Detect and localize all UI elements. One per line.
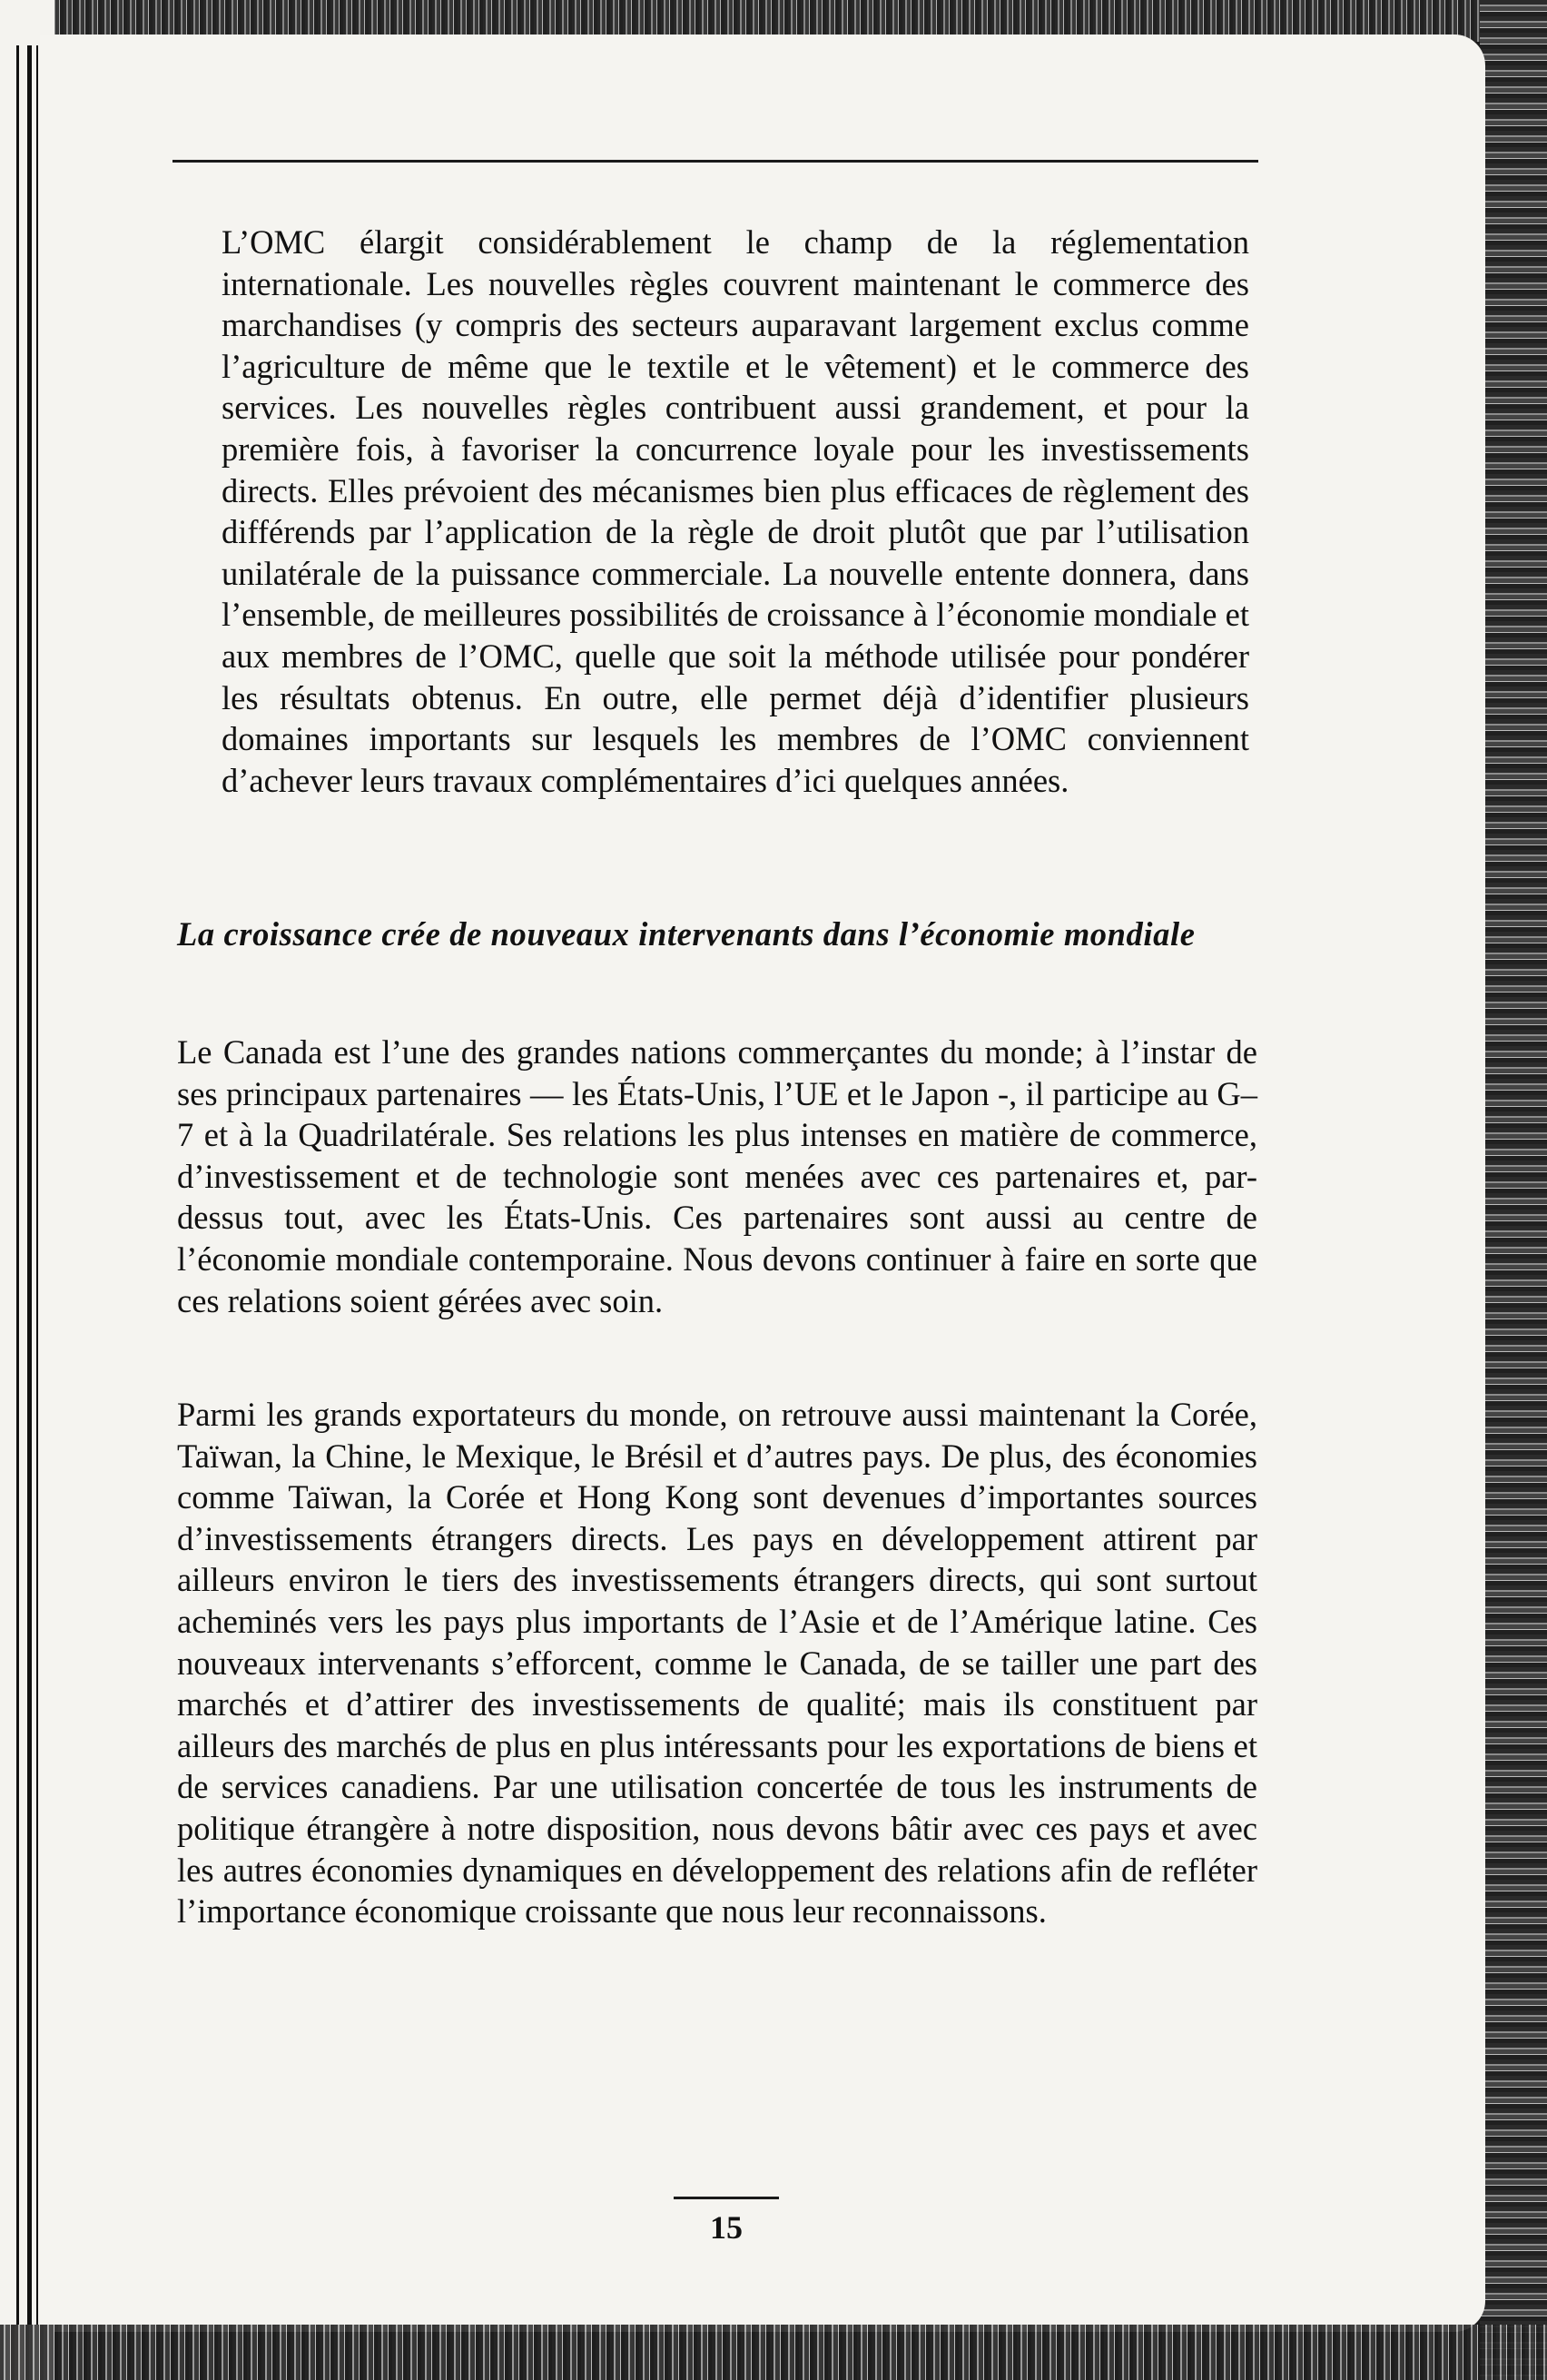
binding-line [36, 45, 38, 2325]
paragraph-canada: Le Canada est l’une des grandes nations commerçantes du monde; à l’instar de ses principaux partenaires — les États-Unis, l’UE et le Japon -, il participe au G–7 et à la Quadrilatérale. Ses relations les plus intenses en matière de commerce, d’investissement et de technologie sont menées avec ces partenaires et, par-dessus tout, avec les États-Unis. Ces partenaires sont aussi au centre de l’économie mondiale contemporaine. Nous devons continuer à faire en sorte que ces relations soient gérées avec soin. [177, 1033, 1257, 1319]
binding-line [27, 45, 32, 2325]
paragraph-omc: L’OMC élargit considérablement le champ de la réglementation internationale. Les nouvelles règles couvrent maintenant le commerce des marchandises (y compris des secteurs auparavant largement exclus comme l’agriculture de même que le textile et le vêtement) et le commerce des services. Les nouvelles règles contribuent aussi grandement, et pour la première fois, à favoriser la concurrence loyale pour les investissements directs. Elles prévoient des mécanismes bien plus efficaces de règlement des différends par l’application de la règle de droit plutôt que par l’utilisation unilatérale de la puissance commerciale. La nouvelle entente donnera, dans l’ensemble, de meilleures possibilités de croissance à l’économie mondiale et aux membres de l’OMC, quelle que soit la méthode utilisée pour pondérer les résultats obtenus. En outre, elle permet déjà d’identifier plusieurs domaines importants sur lesquels les membres de l’OMC conviennent d’achever leurs travaux complémentaires d’ici quelques années. [222, 223, 1249, 799]
header-rule [172, 160, 1258, 163]
footer-rule [674, 2197, 779, 2199]
scan-border-right [1480, 0, 1547, 2380]
binding-line [16, 45, 19, 2325]
scan-border-bottom [0, 2325, 1547, 2380]
section-heading: La croissance crée de nouveaux intervenants dans l’économie mondiale [177, 915, 1196, 953]
paragraph-exporters: Parmi les grands exportateurs du monde, on retrouve aussi maintenant la Corée, Taïwan, la Chine, le Mexique, le Brésil et d’autres pays. De plus, des économies comme Taïwan, la Corée et Hong Kong sont devenues d’importantes sources d’investissements étrangers directs. Les pays en développement attirent par ailleurs environ le tiers des investissements étrangers directs, qui sont surtout acheminés vers les pays plus importants de l’Asie et de l’Amérique latine. Ces nouveaux intervenants s’efforcent, comme le Canada, de se tailler une part des marchés et d’attirer des investissements de qualité; mais ils constituent par ailleurs des marchés de plus en plus intéressants pour les exportations de biens et de services canadiens. Par une utilisation concertée de tous les instruments de politique étrangère à notre disposition, nous devons bâtir avec ces pays et avec les autres économies dynamiques en développement des relations afin de refléter l’importance économique croissante que nous leur reconnaissons. [177, 1396, 1257, 1931]
page-number: 15 [710, 2209, 743, 2246]
